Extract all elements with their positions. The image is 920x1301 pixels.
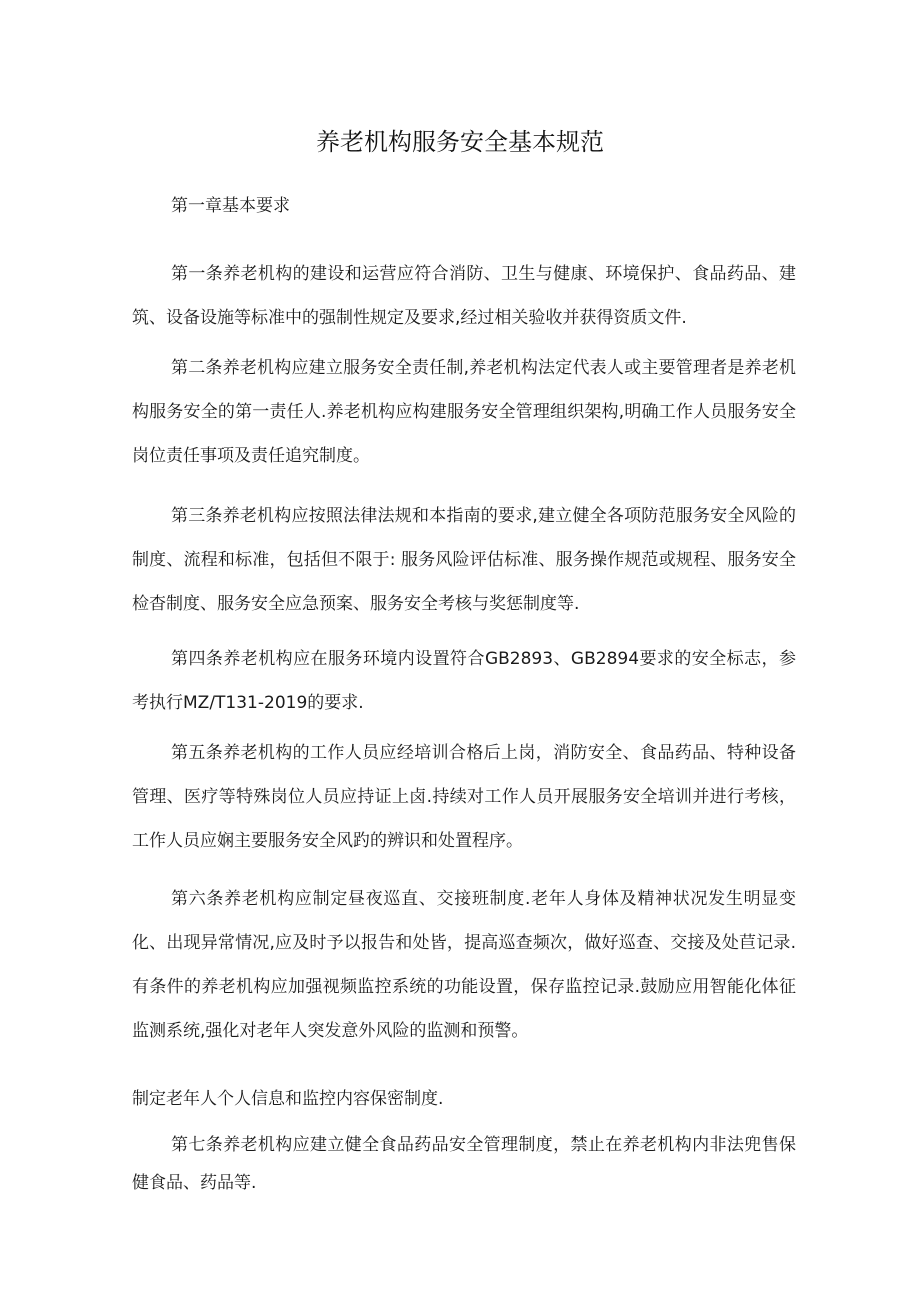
article-2-paragraph: 第二条养老机构应建立服务安全责任制,养老机构法定代表人或主要管理者是养老机构服务安全的第一责任人.养老机构应构建服务安全管理组织架构,明确工作人员服务安全岗位责任事项及责任追究制度。 (132, 358, 796, 466)
confidentiality-paragraph: 制定老年人个人信息和监控内容保密制度. (132, 1089, 444, 1109)
article-4-paragraph: 第四条养老机构应在服务环境内设置符合GB2893、GB2894要求的安全标志，参考执行MZ/T131-2019的要求. (132, 649, 796, 713)
article-3-paragraph: 第三条养老机构应按照法律法规和本指南的要求,建立健全各项防范服务安全风险的制度、流程和标准，包括但不限于: 服务风险评估标准、服务操作规范或规程、服务安全检杳制度、服务安全应急预案、服务安全考核与奖惩制度等. (132, 506, 796, 614)
page-title: 养老机构服务安全基本规范 (316, 128, 604, 156)
article-5-paragraph: 第五条养老机构的工作人员应经培训合格后上岗，消防安全、食品药品、特种设备管理、医疗等特殊岗位人员应持证上卤.持续对工作人员开展服务安全培训并进行考核，工作人员应娴主要服务安全风趵的辨识和处置程序。 (132, 743, 796, 851)
article-7-paragraph: 第七条养老机构应建立健全食品药品安全管理制度，禁止在养老机构内非法兜售保健食品、药品等. (132, 1135, 796, 1193)
chapter-heading: 第一章基本要求 (171, 196, 290, 216)
article-1-paragraph: 第一条养老机构的建设和运营应符合消防、卫生与健康、环境保护、食品药品、建筑、设备设施等标准中的强制性规定及要求,经过相关验收并获得资质文件. (132, 264, 796, 328)
article-6-paragraph: 第六条养老机构应制定昼夜巡直、交接班制度.老年人身体及精神状况发生明显变化、出现异常情况,应及时予以报告和处皆，提高巡查频次，做好巡查、交接及处苣记录.有条件的养老机构应加强视频监控系统的功能设置，保存监控记录.鼓励应用智能化体征监测系统,强化对老年人突发意外风险的监测和预警。 (132, 889, 796, 1041)
